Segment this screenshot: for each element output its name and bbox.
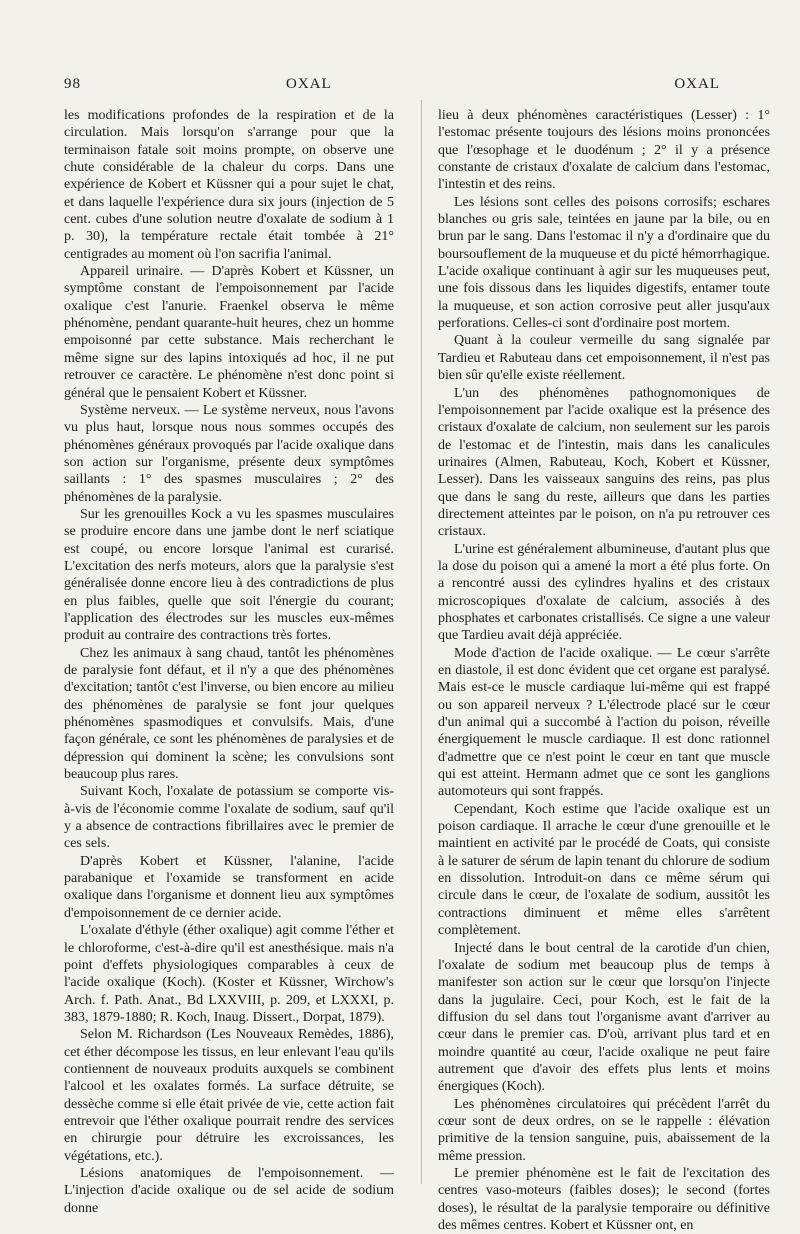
- paragraph: les modifications profondes de la respiration et de la circulation. Mais lorsqu'on s'arrange pour que la terminaison fatale soit moins prompte, on observe une chute considérable de la chaleur du corps. Dans une expérience de Kobert et Küssner qui a pour sujet le chat, et dans laquelle l'expérience dura six jours (injection de 5 cent. cubes d'une solution neutre d'oxalate de sodium à 1 p. 30), la température rectale était tombée à 21° centigrades au moment où l'on sacrifia l'animal.: [64, 108, 394, 262]
- paragraph: Quant à la couleur vermeille du sang signalée par Tardieu et Rabuteau dans cet empoisonnement, il n'est pas bien sûr qu'elle existe réellement.: [438, 333, 770, 384]
- paragraph: Cependant, Koch estime que l'acide oxalique est un poison cardiaque. Il arrache le cœur d'une grenouille et le maintient en activité par le procédé de Coats, qui consiste à le saturer de sérum de lapin tenant du chlorure de sodium en dissolution. Introduit-on dans ce même sérum qui circule dans le cœur, de l'oxalate de sodium, aussitôt les contractions diminuent et même elles s'arrêtent complètement.: [438, 801, 770, 939]
- paragraph: Système nerveux. — Le système nerveux, nous l'avons vu plus haut, lorsque nous nous sommes occupés des phénomènes généraux provoqués par l'acide oxalique dans son action sur l'organisme, présente deux symptômes saillants : 1° des spasmes musculaires ; 2° des phénomènes de la paralysie.: [64, 402, 394, 505]
- paragraph: Les phénomènes circulatoires qui précèdent l'arrêt du cœur sont de deux ordres, on se le rappelle : élévation primitive de la tension sanguine, puis, abaissement de la même pression.: [438, 1096, 770, 1164]
- paragraph: lieu à deux phénomènes caractéristiques (Lesser) : 1° l'estomac présente toujours des lésions moins prononcées que l'œsophage et le duodénum ; 2° il y a présence constante de cristaux d'oxalate de calcium dans l'estomac, l'intestin et des reins.: [438, 108, 770, 193]
- left-running-title: OXAL: [286, 76, 332, 92]
- paragraph: Appareil urinaire. — D'après Kobert et Küssner, un symptôme constant de l'empoisonnement par l'acide oxalique c'est l'anurie. Fraenkel observa le même phénomène, pendant quarante-huit heures, chez un homme empoisonné par cette substance. Mais recherchant le même signe sur des lapins intoxiqués ad hoc, il ne put retrouver ce caractère. Le phénomène n'est donc point si général que le pensaient Kobert et Küssner.: [64, 264, 394, 401]
- paragraph: Les lésions sont celles des poisons corrosifs; eschares blanches ou gris sale, teintées en jaune par la bile, ou en brun par le sang. Dans l'estomac il n'y a d'ordinaire que du boursouflement de la muqueuse et du picté hémorrhagique. L'acide oxalique continuant à agir sur les muqueuses peut, une fois dissous dans les liquides digestifs, entamer toute la muqueuse, et son action corrosive peut aller jusqu'aux perforations. Celles-ci sont d'ordinaire post mortem.: [438, 194, 771, 332]
- paragraph: Lésions anatomiques de l'empoisonnement. — L'injection d'acide oxalique ou de sel acide de sodium donne: [64, 1165, 394, 1216]
- paragraph: L'oxalate d'éthyle (éther oxalique) agit comme l'éther et le chloroforme, c'est-à-dire qu'il est anesthésique. mais n'a point d'effets physiologiques comparables à ceux de l'acide oxalique (Koch). (Koster et Küssner, Wirchow's Arch. f. Path. Anat., Bd LXXVIII, p. 209, et LXXXI, p. 383, 1879-1880; R. Koch, Inaug. Dissert., Dorpat, 1879).: [64, 923, 394, 1025]
- running-header: [60, 76, 740, 96]
- right-running-title: OXAL: [674, 76, 720, 92]
- paragraph: Chez les animaux à sang chaud, tantôt les phénomènes de paralysie font défaut, et il n'y a que des phénomènes d'excitation; tantôt c'est l'inverse, ou bien encore au milieu des phénomènes de paralysie se font jour quelques phénomènes spasmodiques et convulsifs. Mais, d'une façon générale, ce sont les phénomènes de paralysies et de dépression qui dominent la scène; les convulsions sont beaucoup plus rares.: [64, 645, 394, 783]
- paragraph: L'urine est généralement albumineuse, d'autant plus que la dose du poison qui a amené la mort a été plus forte. On a rencontré aussi des cylindres hyalins et des cristaux microscopiques d'oxalate de calcium, associés à des phosphates et carbonates cristallisés. Ce signe a une valeur que Tardieu avait déjà appréciée.: [438, 541, 770, 644]
- paragraph: Le premier phénomène est le fait de l'excitation des centres vaso-moteurs (faibles doses); le second (fortes doses), le résultat de la paralysie temporaire ou définitive des mêmes centres. Kobert et Küssner ont, en: [438, 1165, 770, 1233]
- paragraph: Selon M. Richardson (Les Nouveaux Remèdes, 1886), cet éther décompose les tissus, en leur enlevant l'eau qu'ils contiennent de nouveaux produits auxquels se combinent l'alcool et les oxalates formés. La surface détruite, se dessèche comme si elle était privée de vie, cette action fait entrevoir que l'éther oxalique pourrait rendre des services en chirurgie pour détruire les excroissances, les végétations, etc.).: [64, 1027, 394, 1164]
- column-divider: [421, 100, 422, 1184]
- paragraph: Injecté dans le bout central de la carotide d'un chien, l'oxalate de sodium met beaucoup plus de temps à manifester son action sur le cœur que lorsqu'on l'injecte dans la jugulaire. Ceci, pour Koch, est le fait de la diffusion du sel dans tout l'organisme avant d'arriver au cœur dans le premier cas. D'où, arrivant plus tard et en moindre quantité au cœur, l'acide oxalique ne peut faire autrement que d'avoir des effets plus lents et moins énergiques (Koch).: [438, 940, 770, 1095]
- page-number: 98: [64, 76, 81, 92]
- paragraph: L'un des phénomènes pathognomoniques de l'empoisonnement par l'acide oxalique est la présence des cristaux d'oxalate de calcium, non seulement sur les parois de l'estomac et de l'intestin, mais dans les canalicules urinaires (Almen, Rabuteau, Koch, Kobert et Küssner, Lesser). Dans les vaisseaux sanguins des reins, pas plus que dans le sang du reste, ailleurs que dans les parties directement atteintes par le poison, on n'a pu retrouver ces cristaux.: [438, 385, 770, 540]
- paragraph: D'après Kobert et Küssner, l'alanine, l'acide parabanique et l'oxamide se transforment en acide oxalique dans l'organisme et donnent lieu aux symptômes d'empoisonnement de ce dernier acide.: [64, 853, 394, 921]
- left-column: [64, 107, 394, 1217]
- paragraph: Suivant Koch, l'oxalate de potassium se comporte vis-à-vis de l'économie comme l'oxalate de sodium, sauf qu'il y a absence de contractions fibrillaires avec le premier de ces sels.: [64, 784, 394, 852]
- paragraph: Sur les grenouilles Kock a vu les spasmes musculaires se produire encore dans une jambe dont le nerf sciatique est coupé, ou encore lorsque l'animal est curarisé. L'excitation des nerfs moteurs, alors que la paralysie s'est généralisée donne encore lieu à des contradictions de plus en plus faibles, quelle que soit l'énergie du courant; l'application des électrodes sur les muscles eux-mêmes produit au contraire des contractions très fortes.: [64, 506, 394, 644]
- right-column: [438, 107, 770, 1234]
- paragraph: Mode d'action de l'acide oxalique. — Le cœur s'arrête en diastole, il est donc évident que cet organe est paralysé. Mais est-ce le muscle cardiaque lui-même qui est frappé ou son appareil nerveux ? L'électrode placé sur le cœur d'un animal qui a succombé à l'action du poison, réveille énergiquement le muscle cardiaque. Il est donc rationnel d'admettre que ce n'est point le cœur en tant que muscle qui est atteint. Hermann admet que ce sont les ganglions automoteurs qui sont frappés.: [438, 645, 770, 800]
